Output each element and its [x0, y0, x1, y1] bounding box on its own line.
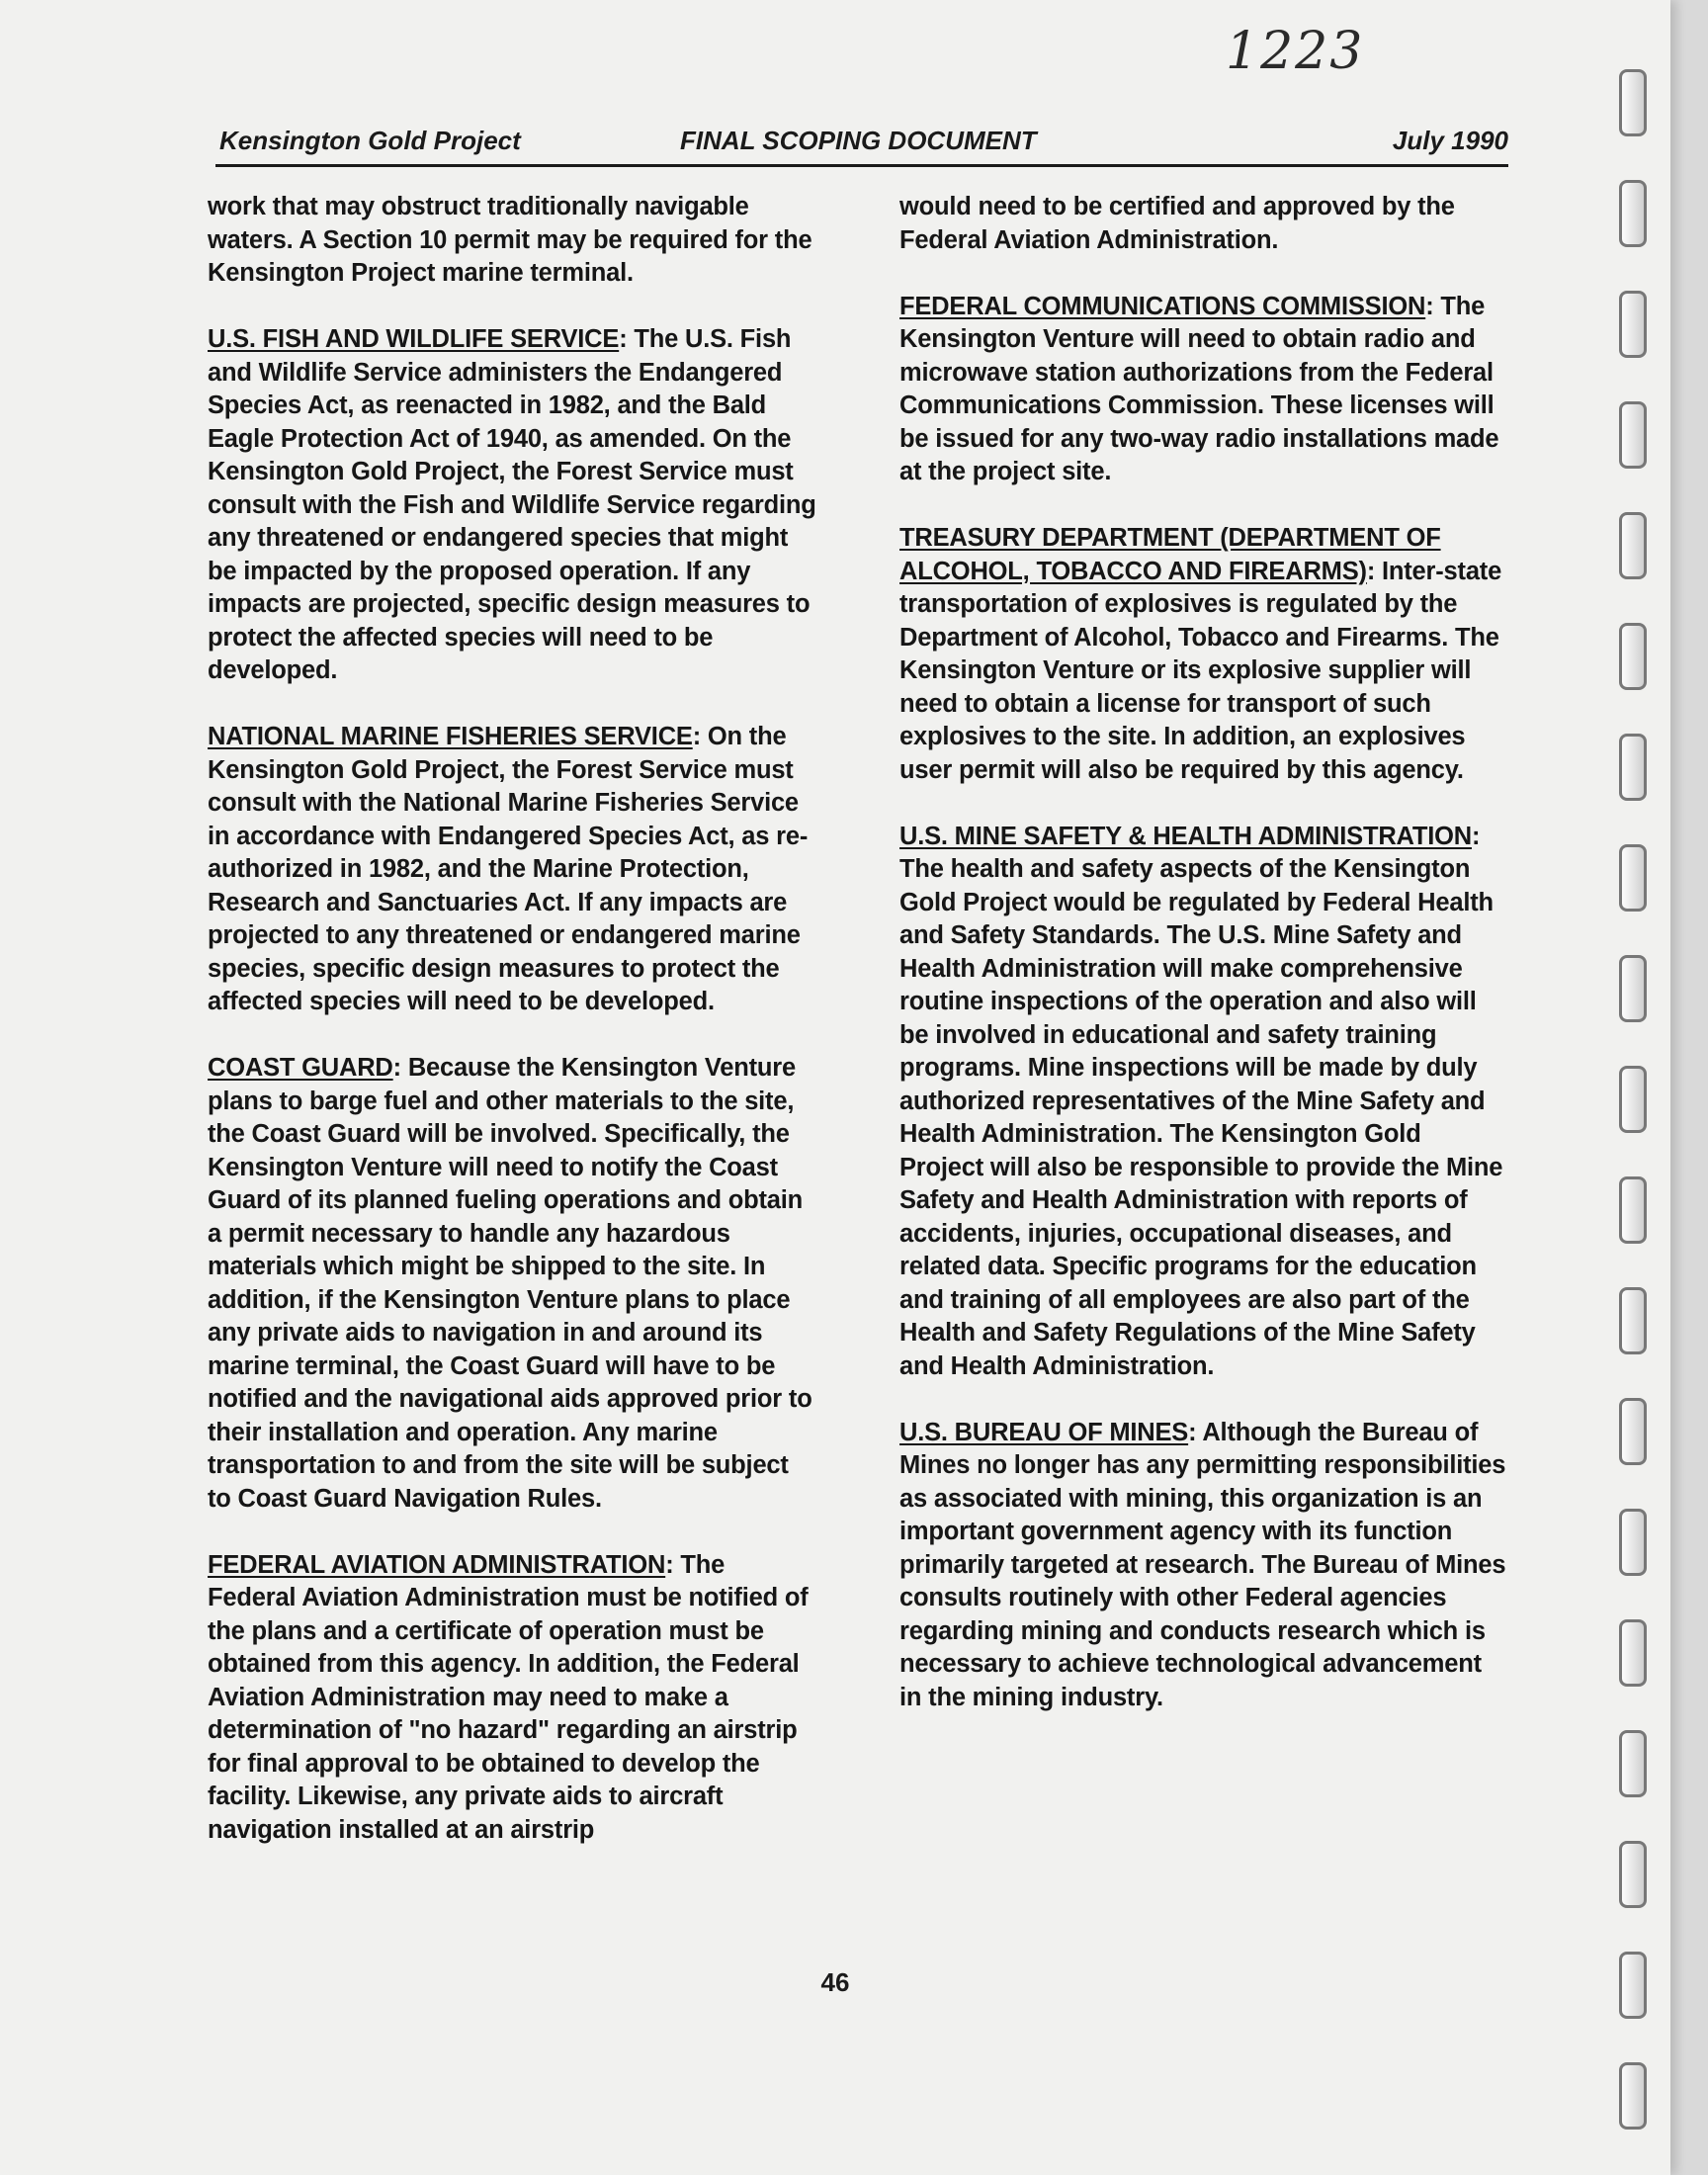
paragraph-continued: would need to be certified and approved by the Federal Aviation Administration. — [899, 193, 1455, 254]
section-heading: NATIONAL MARINE FISHERIES SERVICE — [208, 723, 693, 750]
binding-ring — [1619, 734, 1647, 801]
binding-ring — [1619, 401, 1647, 469]
section-heading: COAST GUARD — [208, 1054, 393, 1082]
binding-ring — [1619, 1398, 1647, 1465]
section-heading: FEDERAL COMMUNICATIONS COMMISSION — [899, 292, 1426, 320]
section-text: : On the Kensington Gold Project, the Forest Service must consult with the National Marine Fisheries Service in accordance with Endangered Species Act, as re-authorized in 1982, and the Marine Protection, Research and Sanctuaries Act. If any impacts are projected to any threatened or endangered marine species, specific design measures to protect the affected species will need to be developed. — [208, 723, 809, 1015]
section-text: : The Federal Aviation Administration must be notified of the plans and a certificate of operation must be obtained from this agency. In addition, the Federal Aviation Administration may need to make a determination of "no hazard" regarding an airstrip for final approval to be obtained to develop the facility. Likewise, any private aids to aircraft navigation installed at an airstrip — [208, 1550, 809, 1844]
header-document-title: FINAL SCOPING DOCUMENT — [680, 126, 1037, 155]
section-text: : The U.S. Fish and Wildlife Service administers the Endangered Species Act, as reenacted in 1982, and the Bald Eagle Protection Act of 1940, as amended. On the Kensington Gold Project, the Forest Service must consult with the Fish and Wildlife Service regarding any threatened or endangered species that might be impacted by the proposed operation. If any impacts are projected, specific design measures to protect the affected species will need to be developed. — [208, 325, 816, 684]
section-text: : Because the Kensington Venture plans to barge fuel and other materials to the site, the Coast Guard will be involved. Specifically, the Kensington Venture will need to notify the Coast Guard of its planned fueling operations and obtain a permit necessary to handle any hazardous materials which might be shipped to the site. In addition, if the Kensington Venture plans to place any private aids to navigation in and around its marine terminal, the Coast Guard will have to be notified and the navigational aids approved prior to their installation and operation. Any marine transportation to and from the site will be subject to Coast Guard Navigation Rules. — [208, 1054, 812, 1513]
section-communications — [899, 291, 1508, 489]
section-heading: TREASURY DEPARTMENT (DEPARTMENT OF ALCOHOL, TOBACCO AND FIREARMS) — [899, 524, 1441, 585]
binding-ring — [1619, 512, 1647, 579]
section-heading: FEDERAL AVIATION ADMINISTRATION — [208, 1550, 666, 1579]
section-coast-guard — [208, 1052, 816, 1516]
section-mine-safety — [899, 821, 1508, 1384]
page-number: 46 — [820, 1967, 850, 1997]
section-text: : Inter-state transportation of explosives is regulated by the Department of Alcohol, Tobacco and Firearms. The Kensington Venture or its explosive supplier will need to obtain a license for transport of such explosives to the site. In addition, an explosives user permit will also be required by this agency. — [899, 557, 1502, 784]
binding-ring — [1619, 844, 1647, 912]
binding-ring — [1619, 1952, 1647, 2019]
binding-ring — [1619, 2062, 1647, 2130]
binding-ring — [1619, 69, 1647, 136]
binding-ring — [1619, 623, 1647, 690]
binding-ring — [1619, 1066, 1647, 1133]
binding-ring — [1619, 1509, 1647, 1576]
binding-ring — [1619, 1841, 1647, 1908]
section-text: : The Kensington Venture will need to obtain radio and microwave station authorizations from the Federal Communications Commission. These licenses will be issued for any two-way radio installations made at the project site. — [899, 292, 1499, 485]
section-treasury — [899, 522, 1508, 787]
section-heading: U.S. MINE SAFETY & HEALTH ADMINISTRATION — [899, 822, 1472, 850]
header-project-title: Kensington Gold Project — [219, 126, 521, 155]
spiral-binding — [1619, 61, 1649, 2157]
section-bureau-of-mines — [899, 1417, 1508, 1715]
paragraph-continued: work that may obstruct traditionally navigable waters. A Section 10 permit may be required for the Kensington Project marine terminal. — [208, 193, 812, 287]
running-header — [215, 121, 1508, 167]
left-column — [208, 191, 816, 1847]
binding-ring — [1619, 1619, 1647, 1687]
section-heading: U.S. FISH AND WILDLIFE SERVICE — [208, 325, 620, 353]
section-text: : The health and safety aspects of the Kensington Gold Project would be regulated by Federal Health and Safety Standards. The U.S. Mine Safety and Health Administration will make comprehensive routine inspections of the operation and also will be involved in educational and safety training programs. Mine inspections will be made by duly authorized representatives of the Mine Safety and Health Administration. The Kensington Gold Project will also be responsible to provide the Mine Safety and Health Administration with reports of accidents, injuries, occupational diseases, and related data. Specific programs for the education and training of all employees are also part of the Health and Safety Regulations of the Mine Safety and Health Administration. — [899, 822, 1503, 1380]
header-date: July 1990 — [1392, 126, 1508, 155]
binding-ring — [1619, 1176, 1647, 1244]
section-fish-wildlife — [208, 323, 816, 688]
binding-ring — [1619, 1287, 1647, 1354]
right-column — [899, 191, 1508, 1714]
binding-ring — [1619, 180, 1647, 247]
section-marine-fisheries — [208, 721, 816, 1019]
section-text: : Although the Bureau of Mines no longer has any permitting responsibilities as associated with mining, this organization is an important government agency with its function primarily targeted at research. The Bureau of Mines consults routinely with other Federal agencies regarding mining and conducts research which is necessary to achieve technological advancement in the mining industry. — [899, 1418, 1506, 1711]
section-heading: U.S. BUREAU OF MINES — [899, 1418, 1189, 1446]
handwritten-page-number: 1223 — [1226, 22, 1365, 81]
section-aviation — [208, 1549, 816, 1848]
binding-ring — [1619, 1730, 1647, 1797]
binding-ring — [1619, 955, 1647, 1022]
binding-ring — [1619, 291, 1647, 358]
